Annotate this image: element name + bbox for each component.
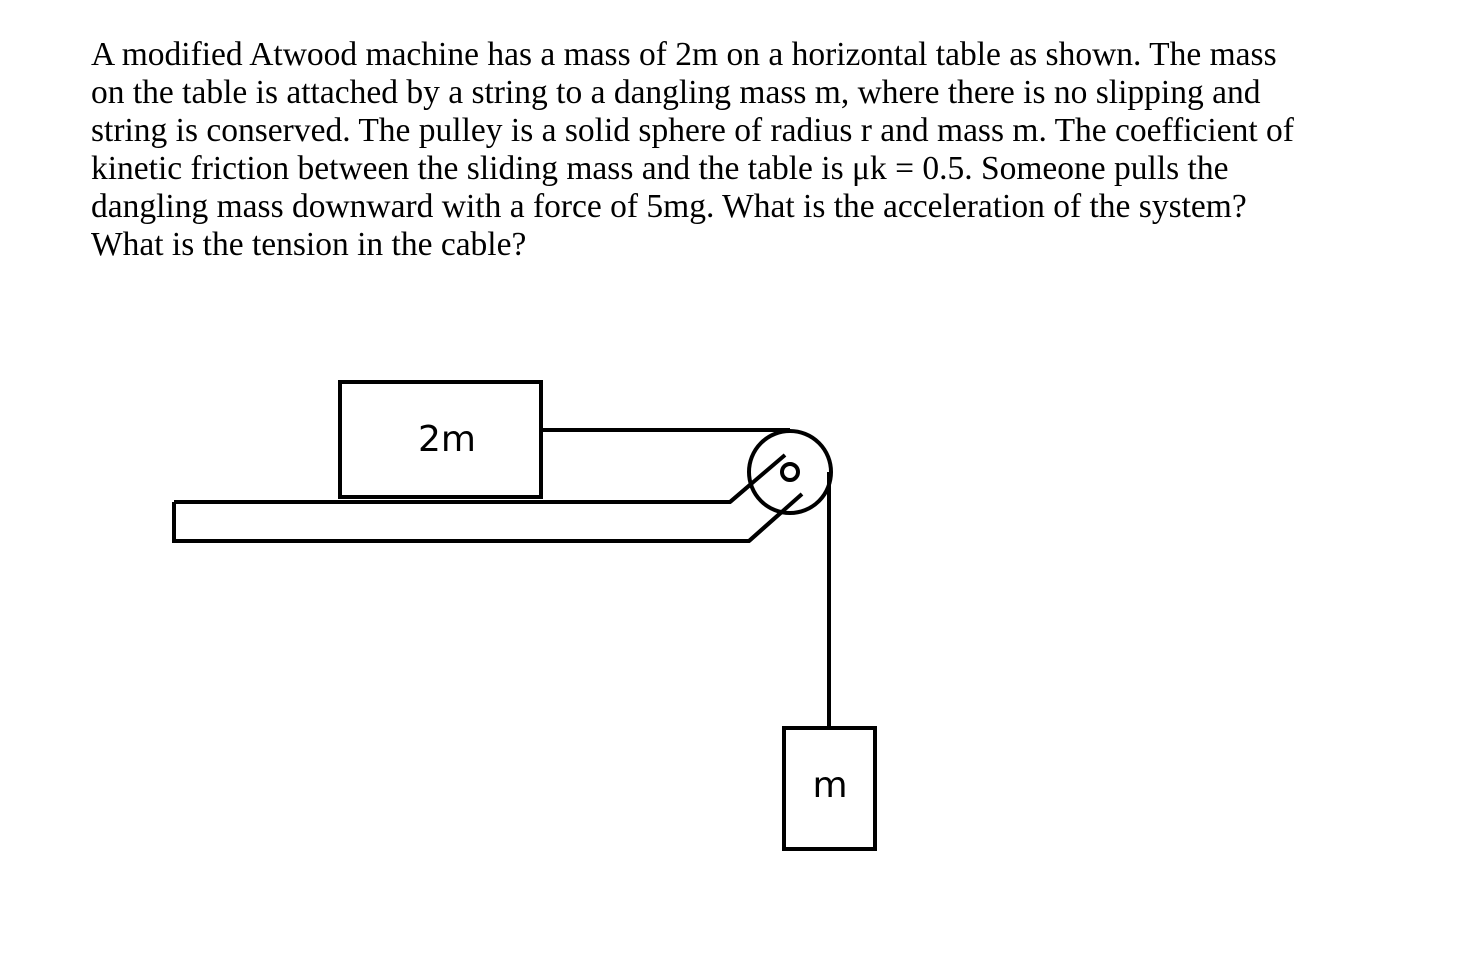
problem-line-2: on the table is attached by a string to a dangling mass m, where there is no slipping and	[91, 74, 1261, 111]
problem-line-6: What is the tension in the cable?	[91, 226, 527, 263]
problem-line-4: kinetic friction between the sliding mass and the table is μk = 0.5. Someone pulls the	[91, 150, 1229, 187]
problem-line-3: string is conserved. The pulley is a solid sphere of radius r and mass m. The coefficient of	[91, 112, 1294, 149]
problem-line-5: dangling mass downward with a force of 5mg. What is the acceleration of the system?	[91, 188, 1247, 225]
problem-line-1: A modified Atwood machine has a mass of 2m on a horizontal table as shown. The mass	[91, 36, 1277, 73]
pulley-axle	[782, 464, 798, 480]
hanging-block-label: m	[812, 765, 848, 806]
table-block-label: 2m	[418, 419, 476, 460]
